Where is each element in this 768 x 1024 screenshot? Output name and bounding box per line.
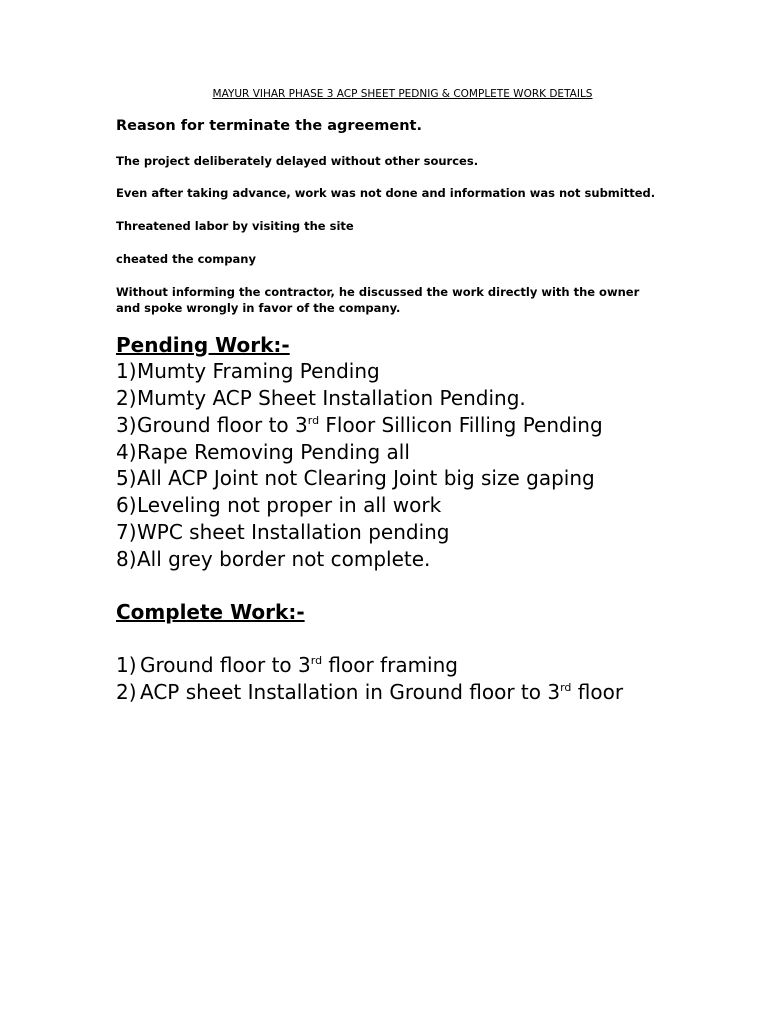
superscript: rd: [560, 681, 572, 694]
item-number: 7): [116, 520, 137, 544]
item-text: Ground floor to 3: [140, 653, 311, 677]
item-number: 8): [116, 547, 137, 571]
item-text: All ACP Joint not Clearing Joint big size gaping: [137, 466, 595, 490]
reason-item: Even after taking advance, work was not done and information was not submitted.: [116, 186, 656, 200]
superscript: rd: [310, 654, 323, 667]
item-text: Rape Removing Pending all: [137, 440, 410, 464]
reason-item: cheated the company: [116, 252, 256, 266]
pending-item: [116, 358, 380, 384]
pending-work-heading: Pending Work:-: [116, 333, 290, 357]
item-number: 3): [116, 413, 137, 437]
item-text: Leveling not proper in all work: [137, 493, 442, 517]
pending-item: [116, 385, 526, 411]
item-text: WPC sheet Installation pending: [137, 520, 450, 544]
document-title: MAYUR VIHAR PHASE 3 ACP SHEET PEDNIG & COMPLETE WORK DETAILS: [212, 88, 593, 100]
superscript: rd: [307, 414, 320, 427]
item-number: 2): [116, 680, 137, 704]
item-text: Mumty ACP Sheet Installation Pending.: [137, 386, 526, 410]
reason-item: Threatened labor by visiting the site: [116, 219, 354, 233]
item-number: 5): [116, 466, 137, 490]
pending-item: [116, 519, 450, 545]
pending-item: [116, 492, 441, 518]
item-text: Floor Sillicon Filling Pending: [319, 413, 603, 437]
item-text: ACP sheet Installation in Ground floor to 3: [140, 680, 561, 704]
item-text: Mumty Framing Pending: [137, 359, 380, 383]
reason-item: The project deliberately delayed without other sources.: [116, 154, 479, 168]
item-text: Ground floor to 3: [137, 413, 308, 437]
item-number: 2): [116, 386, 137, 410]
pending-item: [116, 465, 595, 491]
pending-item: [116, 546, 430, 572]
item-text: All grey border not complete.: [137, 547, 431, 571]
complete-item: [116, 679, 623, 705]
item-number: 1): [116, 653, 137, 677]
reason-heading: Reason for terminate the agreement.: [116, 118, 422, 134]
item-text: floor framing: [322, 653, 458, 677]
reason-item: Without informing the contractor, he discussed the work directly with the owner and spoke wrongly in favor of the company.: [116, 285, 640, 315]
item-text: floor: [571, 680, 624, 704]
item-number: 4): [116, 440, 137, 464]
item-number: 1): [116, 359, 137, 383]
pending-item: [116, 439, 410, 465]
complete-work-heading: Complete Work:-: [116, 600, 305, 624]
pending-item: [116, 412, 603, 438]
complete-item: [116, 652, 458, 678]
item-number: 6): [116, 493, 137, 517]
